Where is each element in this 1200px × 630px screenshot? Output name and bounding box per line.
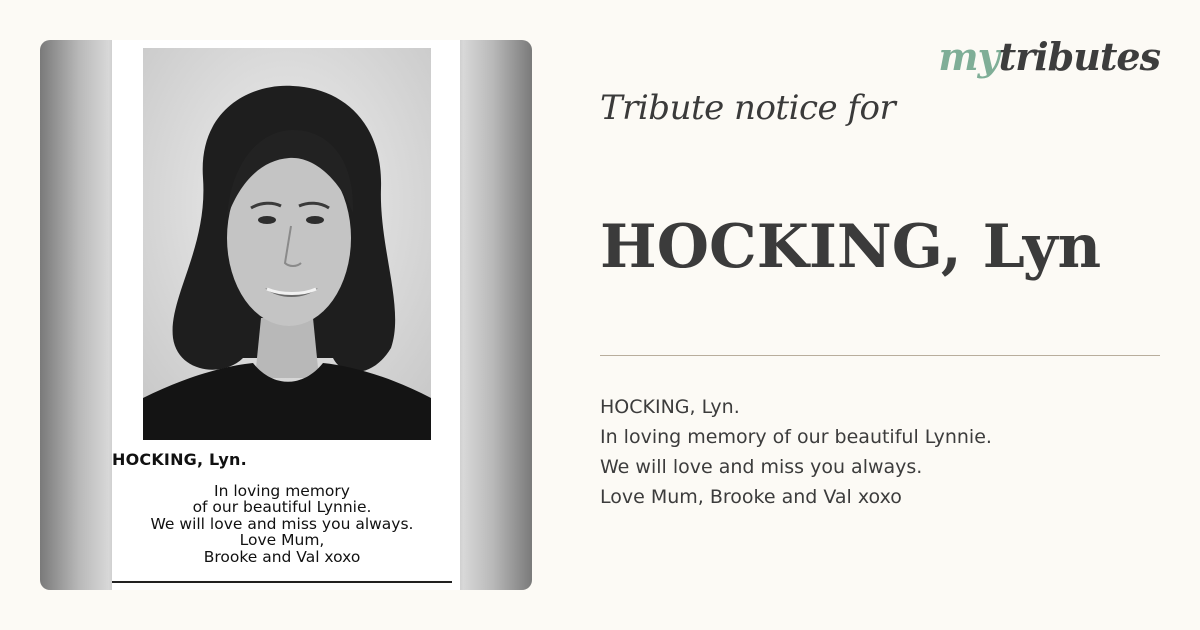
- notice-line: of our beautiful Lynnie.: [192, 498, 372, 517]
- notice-line: Love Mum,: [239, 531, 325, 550]
- section-divider: [600, 355, 1160, 356]
- notice-bottom-rule: [112, 581, 452, 583]
- mytributes-logo[interactable]: [938, 34, 1160, 79]
- notice-line: Brooke and Val xoxo: [203, 547, 361, 566]
- notice-text-line: We will love and miss you always.: [600, 456, 923, 478]
- portrait-photo: [143, 48, 431, 440]
- logo-my: my: [938, 34, 999, 79]
- logo-tributes: tributes: [998, 34, 1160, 79]
- newspaper-notice: [112, 40, 460, 590]
- notice-line: In loving memory: [214, 482, 350, 500]
- deceased-name-title: HOCKING, Lyn: [600, 212, 1102, 282]
- tribute-notice-intro: Tribute notice for: [600, 88, 896, 128]
- portrait-illustration: [143, 48, 431, 440]
- notice-image-card: [40, 40, 532, 590]
- notice-line: We will love and miss you always.: [150, 514, 414, 533]
- notice-text: [600, 392, 1160, 512]
- notice-text-line: In loving memory of our beautiful Lynnie.: [600, 426, 992, 448]
- notice-message: [112, 483, 452, 565]
- notice-name: HOCKING, Lyn.: [112, 450, 247, 469]
- notice-text-line: Love Mum, Brooke and Val xoxo: [600, 486, 902, 508]
- notice-text-line: HOCKING, Lyn.: [600, 396, 740, 418]
